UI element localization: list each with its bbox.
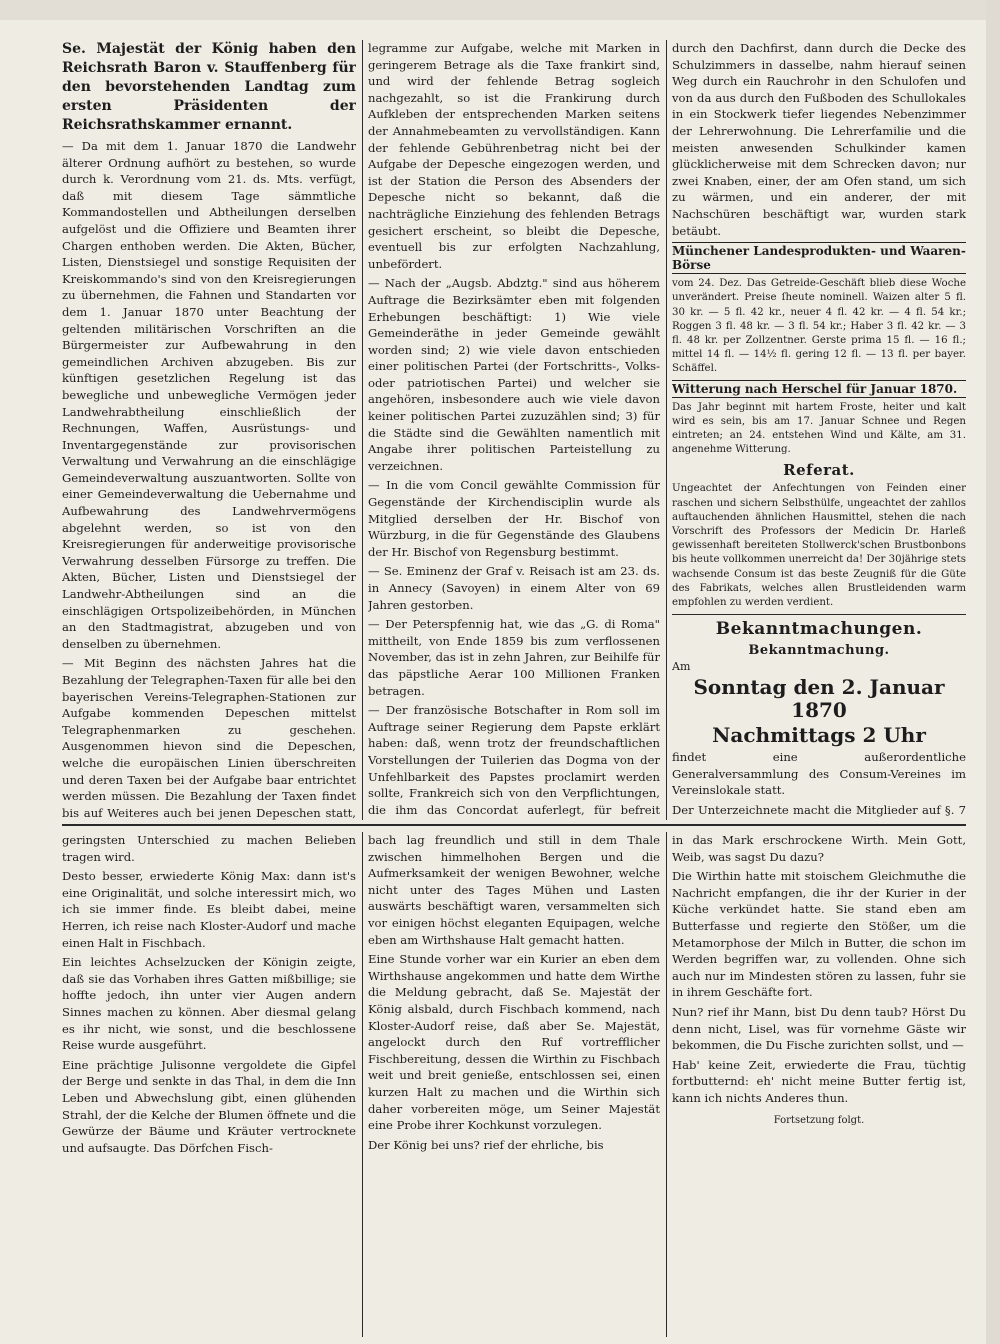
- feuilleton-paragraph: Der König bei uns? rief der ehrliche, bis: [368, 1137, 604, 1152]
- article-telegraph-cont: legramme zur Aufgabe, welche mit Marken in geringerem Betrage als die Taxe frankirt sind, und wird der fehlende Betrag sogleich nachgezahlt, so ist die Frankirung durch Aufkleben der entsprechenden Marken seitens der Annahmebeamten zu vervollständigen. Kann der fehlende Gebührenbetrag nicht bei der Aufgabe der Depesche eingezogen werden, und ist der Station die Person des Absenders der Depesche nicht so bekannt, daß die nachträgliche Einziehung des fehlenden Betrags gesichert erscheint, so bleibt die Depesche, eventuell bis zur erfolgten Nachzahlung, unbefördert.: [368, 41, 660, 271]
- feuilleton-paragraph: Die Wirthin hatte mit stoischem Gleichmuthe die Nachricht empfangen, die ihr der Kurier in der Küche verkündet hatte. Sie stand eben am Butterfasse und regierte den Stößer, um die Metamorphose der Milch in Butter, die schon im Werden begriffen war, zu vollenden. Ohne sich auch nur im Mindesten stören zu lassen, fuhr sie in ihrem Geschäfte fort.: [672, 869, 966, 1000]
- boerse-text: vom 24. Dez. Das Getreide-Geschäft blieb diese Woche unverändert. Preise ſheute nominell. Waizen alter 5 fl. 30 kr. — 5 fl. 42 kr., neuer 4 fl. 42 kr. — 4 fl. 54 kr.; Roggen 3 fl. 48 kr. — 3 fl. 54 kr.; Haber 3 fl. 42 kr. — 3 fl. 48 kr. per Zollzentner. Gerste prima 15 fl. — 16 fl.; mittel 14 fl. — 14½ fl. gering 12 fl. — 13 fl. per bayer. Schäffel.: [672, 278, 966, 375]
- witterung-text: Das Jahr beginnt mit hartem Froste, heiter und kalt wird es sein, bis am 17. Januar Schnee und Regen eintreten; an 24. entstehen Wind und Kälte, am 31. angenehme Witterung.: [672, 401, 966, 456]
- page-right-edge: [986, 0, 1000, 1344]
- column-3: [672, 40, 966, 820]
- referat-heading: Referat.: [783, 461, 855, 480]
- column-divider: [666, 832, 667, 1337]
- feuilleton-paragraph: Hab' keine Zeit, erwiederte die Frau, tüchtig fortbutternd: eh' nicht meine Butter fertig ist, kann ich nichts Anderes thun.: [672, 1057, 966, 1105]
- article-peterspfennig: — Der Peterspfennig hat, wie das „G. di Roma" mittheilt, von Ende 1859 bis zum verflossenen November, das ist in zehn Jahren, zur Beihilfe für das päpstliche Aerar 100 Millionen Franken betragen.: [368, 617, 660, 698]
- feuilleton-paragraph: bach lag freundlich und still in dem Thale zwischen himmelhohen Bergen und die Aufmerksamkeit der wenigen Bewohner, welche nicht unter des Tages Mühen und Lasten auswärts beschäftigt waren, versammelten sich vor einigen höchst eleganten Equipagen, welche eben am Wirthshause Halt gemacht hatten.: [368, 833, 660, 947]
- feuilleton-paragraph: Eine Stunde vorher war ein Kurier an eben dem Wirthshause angekommen und hatte dem Wirthe die Meldung gebracht, daß Se. Majestät der König alsbald, durch Fischbach kommend, nach Kloster-Audorf reise, daß aber Se. Majestät, angelockt durch den Ruf vortrefflicher Fischbereitung, dessen die Wirthin zu Fischbach weit und breit genieße, entschlossen sei, einen kurzen Halt zu machen und die Wirthin sich daher vorbereiten möge, um Seiner Majestät eine Probe ihrer Kochkunst vorzulegen.: [368, 952, 660, 1133]
- am-label: Am: [672, 660, 691, 674]
- feuilleton-column-2: [368, 832, 660, 1337]
- article-telegraph: — Mit Beginn des nächsten Jahres hat die Bezahlung der Telegraphen-Taxen für alle bei den bayerischen Vereins-Telegraphen-Stationen zur Aufgabe kommenden Depeschen mittelst Telegraphenmarken zu geschehen. Ausgenommen hievon sind die Depeschen, welche die europäischen Linien überschreiten und deren Taxen bei der Aufgabe baar entrichtet werden müssen. Die Bezahlung der Taxen findet bis auf Weiteres auch bei jenen Depeschen statt,: [62, 656, 356, 820]
- continued-note: Fortsetzung folgt.: [773, 1114, 865, 1126]
- feuilleton-column-3: [672, 832, 966, 1337]
- column-2: [368, 40, 660, 820]
- article-gewitter-cont: durch den Dachfirst, dann durch die Decke des Schulzimmers in dasselbe, nahm hierauf seinen Weg durch ein Rauchrohr in den Schulofen und von da aus durch den Fußboden des Schullokales in ein Stockwerk tiefer liegendes Nebenzimmer der Lehrerwohnung. Die Lehrerfamilie und die meisten anwesenden Schulkinder kamen glücklicherweise mit dem Schrecken davon; nur zwei Knaben, einer, der am Ofen stand, um sich zu wärmen, und ein anderer, der mit Nachschüren beschäftigt war, wurden stark betäubt.: [672, 41, 966, 238]
- column-1: [62, 40, 356, 820]
- article-concil: — In die vom Concil gewählte Commission für Gegenstände der Kirchendisciplin wurde als Mitglied derselben der Hr. Bischof von Würzburg, in die für Gegenstände des Glaubens der Hr. Bischof von Regensburg bestimmt.: [368, 478, 660, 559]
- witterung-heading: Witterung nach Herschel für Januar 1870.: [672, 380, 966, 398]
- feuilleton-paragraph: in das Mark erschrockene Wirth. Mein Gott, Weib, was sagst Du dazu?: [672, 833, 966, 864]
- time-line: Nachmittags 2 Uhr: [712, 723, 926, 748]
- article-botschafter: — Der französische Botschafter in Rom soll im Auftrage seiner Regierung dem Papste erklärt haben: daß, wenn trotz der freundschaftlichen Vorstellungen der Tuilerien das Dogma von der Unfehlbarkeit des Papstes proclamirt werden sollte, Frankreich sich von den Verpflichtungen, die ihm das Concordat auferlegt, für befreit: [368, 703, 660, 817]
- column-divider: [362, 40, 363, 820]
- article-reisach: — Se. Eminenz der Graf v. Reisach ist am 23. ds. in Annecy (Savoyen) in einem Alter von 69 Jahren gestorben.: [368, 564, 660, 612]
- notice-members: Der Unterzeichnete macht die Mitglieder auf §. 7: [672, 802, 966, 817]
- column-divider: [362, 832, 363, 1337]
- bekanntmachungen-heading: Bekanntmachungen.: [715, 619, 923, 640]
- column-divider: [666, 40, 667, 820]
- feuilleton-paragraph: Eine prächtige Julisonne vergoldete die Gipfel der Berge und senkte in das Thal, in dem die Inn Leben und Abwechslung gibt, einen glühenden Strahl, der die Kelche der Blumen öffnete und die Gewürze der Bäume und Kräuter vertrocknete und aufsaugte. Das Dörfchen Fisch-: [62, 1057, 356, 1155]
- section-rule: [672, 614, 966, 615]
- feuilleton-column-1: [62, 832, 356, 1337]
- article-bezirksaemter: — Nach der „Augsb. Abdztg." sind aus höherem Auftrage die Bezirksämter eben mit folgenden Erhebungen beschäftigt: 1) Wie viele Gemeinderäthe in jeder Gemeinde gewählt worden sind; 2) wie viele davon entschieden einer politischen Partei (der Fortschritts-, Volks- oder patriotischen Partei) und welcher sie angehören, insbesondere auch wie viele davon keiner politischen Partei zuzuzählen sind; 3) für die Städte sind die Gewählten namentlich mit Angabe ihrer politischen Parteistellung zu verzeichnen.: [368, 276, 660, 473]
- notice-assembly: findet eine außerordentliche Generalversammlung des Consum-Vereines im Vereinslokale statt.: [672, 750, 966, 798]
- boerse-heading: Münchener Landesprodukten- und Waaren-Börse: [672, 244, 966, 273]
- page-top-edge: [0, 0, 1000, 20]
- feuilleton-paragraph: geringsten Unterschied zu machen Belieben tragen wird.: [62, 833, 356, 864]
- lead-announcement: Se. Majestät der König haben den Reichsrath Baron v. Stauffenberg für den bevorstehenden Landtag zum ersten Präsidenten der Reichsrathskammer ernannt.: [62, 41, 356, 133]
- referat-text: Ungeachtet der Anfechtungen von Feinden einer raschen und sichern Selbsthülfe, ungeachtet der zahllos auftauchenden ähnlichen Hausmittel, stehen die nach Vorschrift des Professors der Medicin Dr. Harleß gewissenhaft bereiteten Stollwerck'schen Brustbonbons bis heute vollkommen unerreicht da! Der 30jährige stets wachsende Consum ist das beste Zeugniß für die Güte des Fabrikats, welches allen Brustleidenden warm empfohlen zu werden verdient.: [672, 483, 966, 608]
- feuilleton-paragraph: Desto besser, erwiederte König Max: dann ist's eine Originalität, und solche interessirt mich, wo ich sie immer finde. Es bleibt dabei, meine Herren, ich reise nach Kloster-Audorf und mache einen Halt in Fischbach.: [62, 869, 356, 950]
- date-line: Sonntag den 2. Januar 1870: [693, 675, 945, 723]
- feuilleton-paragraph: Ein leichtes Achselzucken der Königin zeigte, daß sie das Vorhaben ihres Gatten mißbillige; sie hoffte jedoch, ihn unter vier Augen andern Sinnes machen zu können. Aber diesmal gelang es ihr nicht, wie sonst, und die beschlossene Reise wurde ausgeführt.: [62, 955, 356, 1053]
- feuilleton-paragraph: Nun? rief ihr Mann, bist Du denn taub? Hörst Du denn nicht, Lisel, was für vornehme Gäste wir bekommen, die Du Fische zurichten sollst, und —: [672, 1004, 966, 1053]
- feuilleton-divider: [62, 824, 966, 826]
- article-landwehr: — Da mit dem 1. Januar 1870 die Landwehr älterer Ordnung aufhört zu bestehen, so wurde durch k. Verordnung vom 21. ds. Mts. verfügt, daß mit diesem Tage sämmtliche Kommandostellen und Abtheilungen derselben aufgelöst und die Offiziere und Beamten ihrer Chargen enthoben werden. Die Akten, Bücher, Listen, Dienstsiegel und sonstige Requisiten der Kreiskommando's sind von den Kreisregierungen zu übernehmen, die Fahnen und Standarten vor dem 1. Januar 1870 unter Beachtung der geltenden militärischen Vorschriften an die Bürgermeister zur Aufbewahrung in den gemeindlichen Archiven abzugeben. Bis zur künftigen gesetzlichen Regelung ist das bewegliche und unbewegliche Vermögen jeder Landwehrabtheilung einschließlich der Rechnungen, Waffen, Ausrüstungs- und Inventargegenstände zur provisorischen Verwaltung und Verwahrung an die einschlägige Gemeindeverwaltung auszuantworten. Sollte von einer Gemeindeverwaltung die Uebernahme und Aufbewahrung des Landwehrvermögens abgelehnt werden, so ist von den Kreisregierungen für anderweitige provisorische Verwahrung desselben Fürsorge zu treffen. Die Akten, Bücher, Listen und Dienstsiegel der Landwehr-Abtheilungen sind an die einschlägigen Ortspolizeibehörden, in München an den Stadtmagistrat, abzugeben und von denselben zu übernehmen.: [62, 139, 356, 651]
- bekanntmachung-subheading: Bekanntmachung.: [748, 643, 890, 659]
